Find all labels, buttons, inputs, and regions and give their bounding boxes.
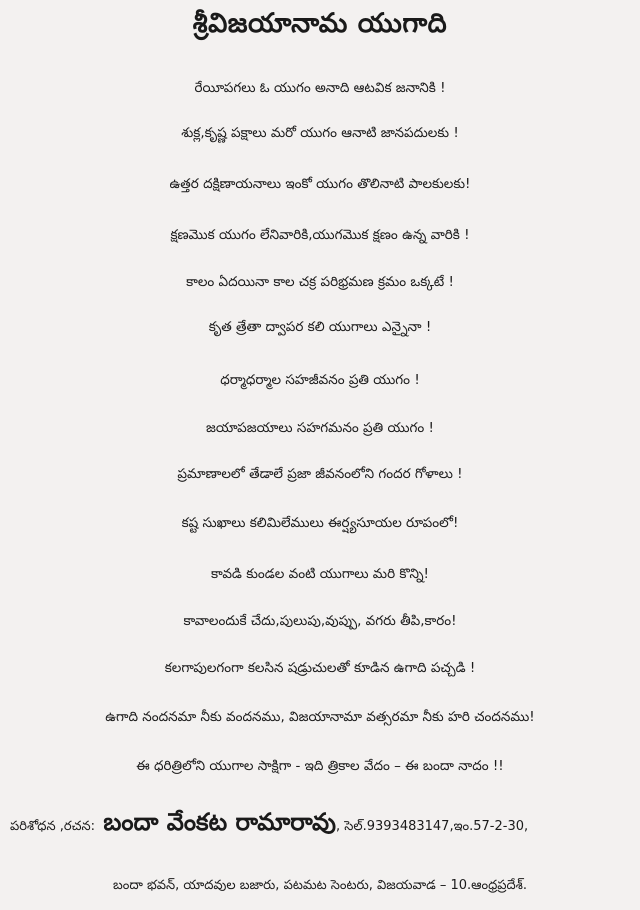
poem-line-9: ప్రమాణాలలో తేడాలే ప్రజా జీవనంలోని గందర గోళాలు !: [177, 466, 463, 482]
poem-line-7: ధర్మాధర్మాల సహజీవనం ప్రతి యుగం !: [220, 372, 420, 388]
poem-line-8: జయాపజయాలు సహగమనం ప్రతి యుగం !: [206, 420, 434, 436]
poem-line-14: ఉగాది నందనమా నీకు వందనము, విజయానామా వత్సరమా నీకు హరి చందనము!: [105, 709, 535, 725]
poem-line-12: కావాలందుకే చేదు,పులుపు,వుప్పు, వగరు తీపి,కారం!: [183, 613, 457, 629]
author-credit: [10, 808, 635, 842]
credit-prefix: పరిశోధన ,రచన:: [10, 819, 95, 834]
poem-line-6: కృత త్రేతా ద్వాపర కలి యుగాలు ఎన్నైనా !: [208, 319, 432, 335]
credit-contact: , సెల్.9393483147,ఇం.57-2-30,: [336, 819, 529, 834]
poem-line-10: కష్ట సుఖాలు కలిమిలేములు ఈర్ష్యసూయల రూపంలో!: [181, 515, 459, 531]
poem-line-5: కాలం ఏదయినా కాల చక్ర పరిభ్రమణ క్రమం ఒక్కటే !: [186, 274, 454, 290]
page-title: శ్రీవిజయానామ యుగాది: [192, 8, 448, 39]
poem-line-2: శుక్ల,కృష్ణ పక్షాలు మరో యుగం ఆనాటి జానపదులకు !: [181, 125, 459, 141]
poem-line-13: కలగాపులగంగా కలసిన షడ్రుచులతో కూడిన ఉగాది పచ్చడి !: [164, 660, 476, 676]
author-name: బందా వేంకట రామారావు: [94, 808, 336, 836]
poem-line-1: రేయీపగలు ఓ యుగం అనాది ఆటవిక జనానికి !: [194, 80, 446, 96]
poem-line-4: క్షణమొక యుగం లేనివారికి,యుగమొక క్షణం ఉన్న వారికి !: [170, 227, 470, 243]
poem-line-15: ఈ ధరిత్రిలోని యుగాల సాక్షిగా - ఇది త్రికాల వేదం – ఈ బందా నాదం !!: [136, 758, 504, 774]
author-address: బందా భవన్, యాదవుల బజారు, పటమట సెంటరు, విజయవాడ – 10.ఆంధ్రప్రదేశ్.: [112, 878, 527, 893]
poem-line-3: ఉత్తర దక్షిణాయనాలు ఇంకో యుగం తొలినాటి పాలకులకు!: [169, 176, 471, 192]
poem-line-11: కావడి కుండల వంటి యుగాలు మరి కొన్ని!: [211, 566, 429, 582]
